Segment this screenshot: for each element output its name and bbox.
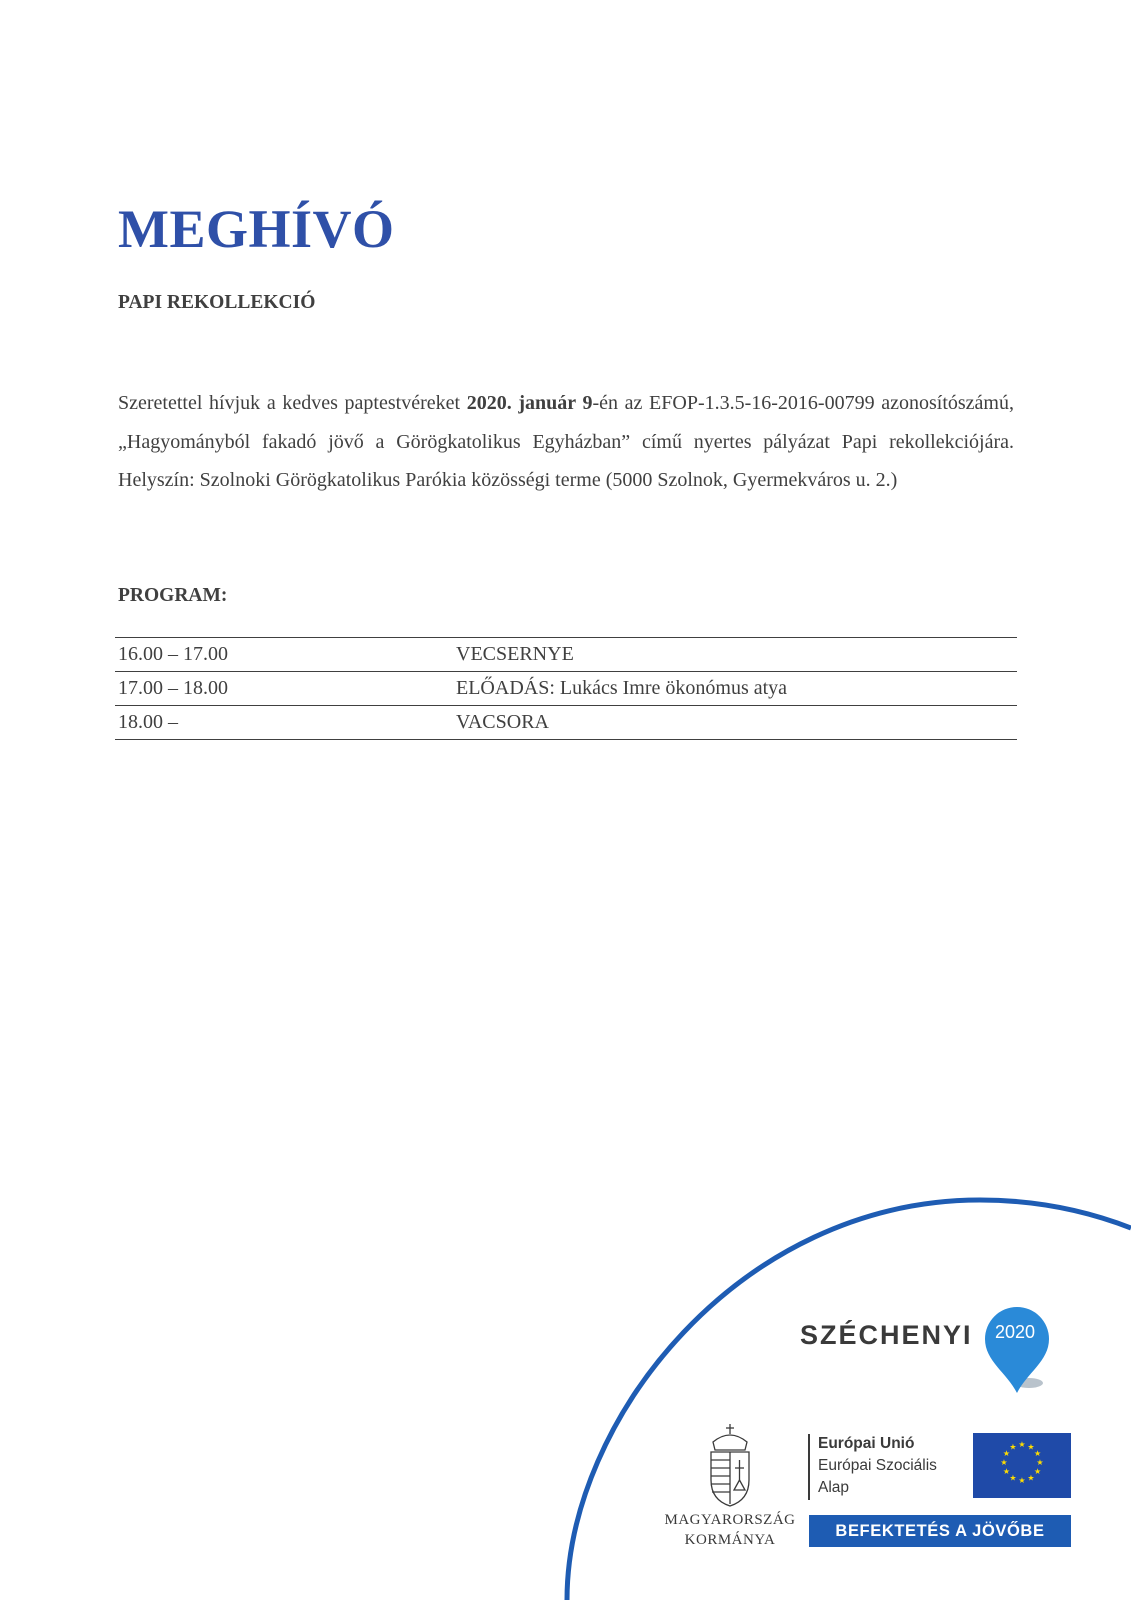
eu-fund-line2: Alap bbox=[818, 1479, 850, 1496]
svg-text:★: ★ bbox=[1000, 1458, 1008, 1467]
szechenyi-logo-text: SZÉCHENYI bbox=[800, 1320, 973, 1350]
eu-text bbox=[818, 1433, 937, 1499]
svg-text:★: ★ bbox=[1002, 1467, 1010, 1476]
slogan-banner: BEFEKTETÉS A JÖVŐBE bbox=[809, 1515, 1071, 1547]
svg-text:★: ★ bbox=[1034, 1467, 1042, 1476]
program-event: VECSERNYE bbox=[453, 638, 1017, 672]
szechenyi-year: 2020 bbox=[994, 1322, 1036, 1342]
program-event: VACSORA bbox=[453, 706, 1017, 740]
program-event: ELŐADÁS: Lukács Imre ökonómus atya bbox=[453, 672, 1017, 706]
event-date: 2020. január 9 bbox=[466, 392, 593, 414]
program-time: 16.00 – 17.00 bbox=[115, 638, 453, 672]
subtitle: PAPI REKOLLEKCIÓ bbox=[118, 292, 316, 313]
invitation-text-part1: Szeretettel hívjuk a kedves paptestvéreket bbox=[118, 392, 467, 414]
svg-text:★: ★ bbox=[1036, 1458, 1044, 1467]
hungarian-coat-of-arms-icon bbox=[705, 1420, 755, 1510]
svg-text:★: ★ bbox=[1009, 1473, 1017, 1483]
svg-text:★: ★ bbox=[1009, 1442, 1017, 1452]
eu-fund-line1: Európai Szociális bbox=[818, 1457, 937, 1474]
svg-text:★: ★ bbox=[1027, 1442, 1035, 1452]
svg-text:★: ★ bbox=[1034, 1449, 1042, 1458]
svg-text:★: ★ bbox=[1018, 1476, 1026, 1485]
government-label-line1: MAGYARORSZÁG bbox=[664, 1512, 796, 1528]
invitation-text-part2: -én az EFOP-1.3.5-16-2016-00799 azonosítószámú, „Hagyományból fakadó jövő a Görögkatolikus Egyházban” című nyertes pályázat Papi rekollekciójára. Helyszín: Szolnoki Görögkatolikus Parókia közösségi terme (5000 Szolnok, Gyermekváros u. 2.) bbox=[118, 392, 1014, 491]
eu-divider bbox=[808, 1434, 810, 1500]
program-time: 17.00 – 18.00 bbox=[115, 672, 453, 706]
svg-text:★: ★ bbox=[1002, 1449, 1010, 1458]
svg-text:★: ★ bbox=[1018, 1440, 1026, 1449]
eu-name: Európai Unió bbox=[818, 1435, 915, 1452]
program-time: 18.00 – bbox=[115, 706, 453, 740]
eu-flag-icon bbox=[973, 1433, 1071, 1498]
svg-text:★: ★ bbox=[1027, 1473, 1035, 1483]
page-title: MEGHÍVÓ bbox=[118, 199, 395, 259]
program-heading: PROGRAM: bbox=[118, 585, 228, 606]
szechenyi-pin-icon bbox=[977, 1303, 1057, 1399]
government-label-line2: KORMÁNYA bbox=[684, 1532, 776, 1548]
